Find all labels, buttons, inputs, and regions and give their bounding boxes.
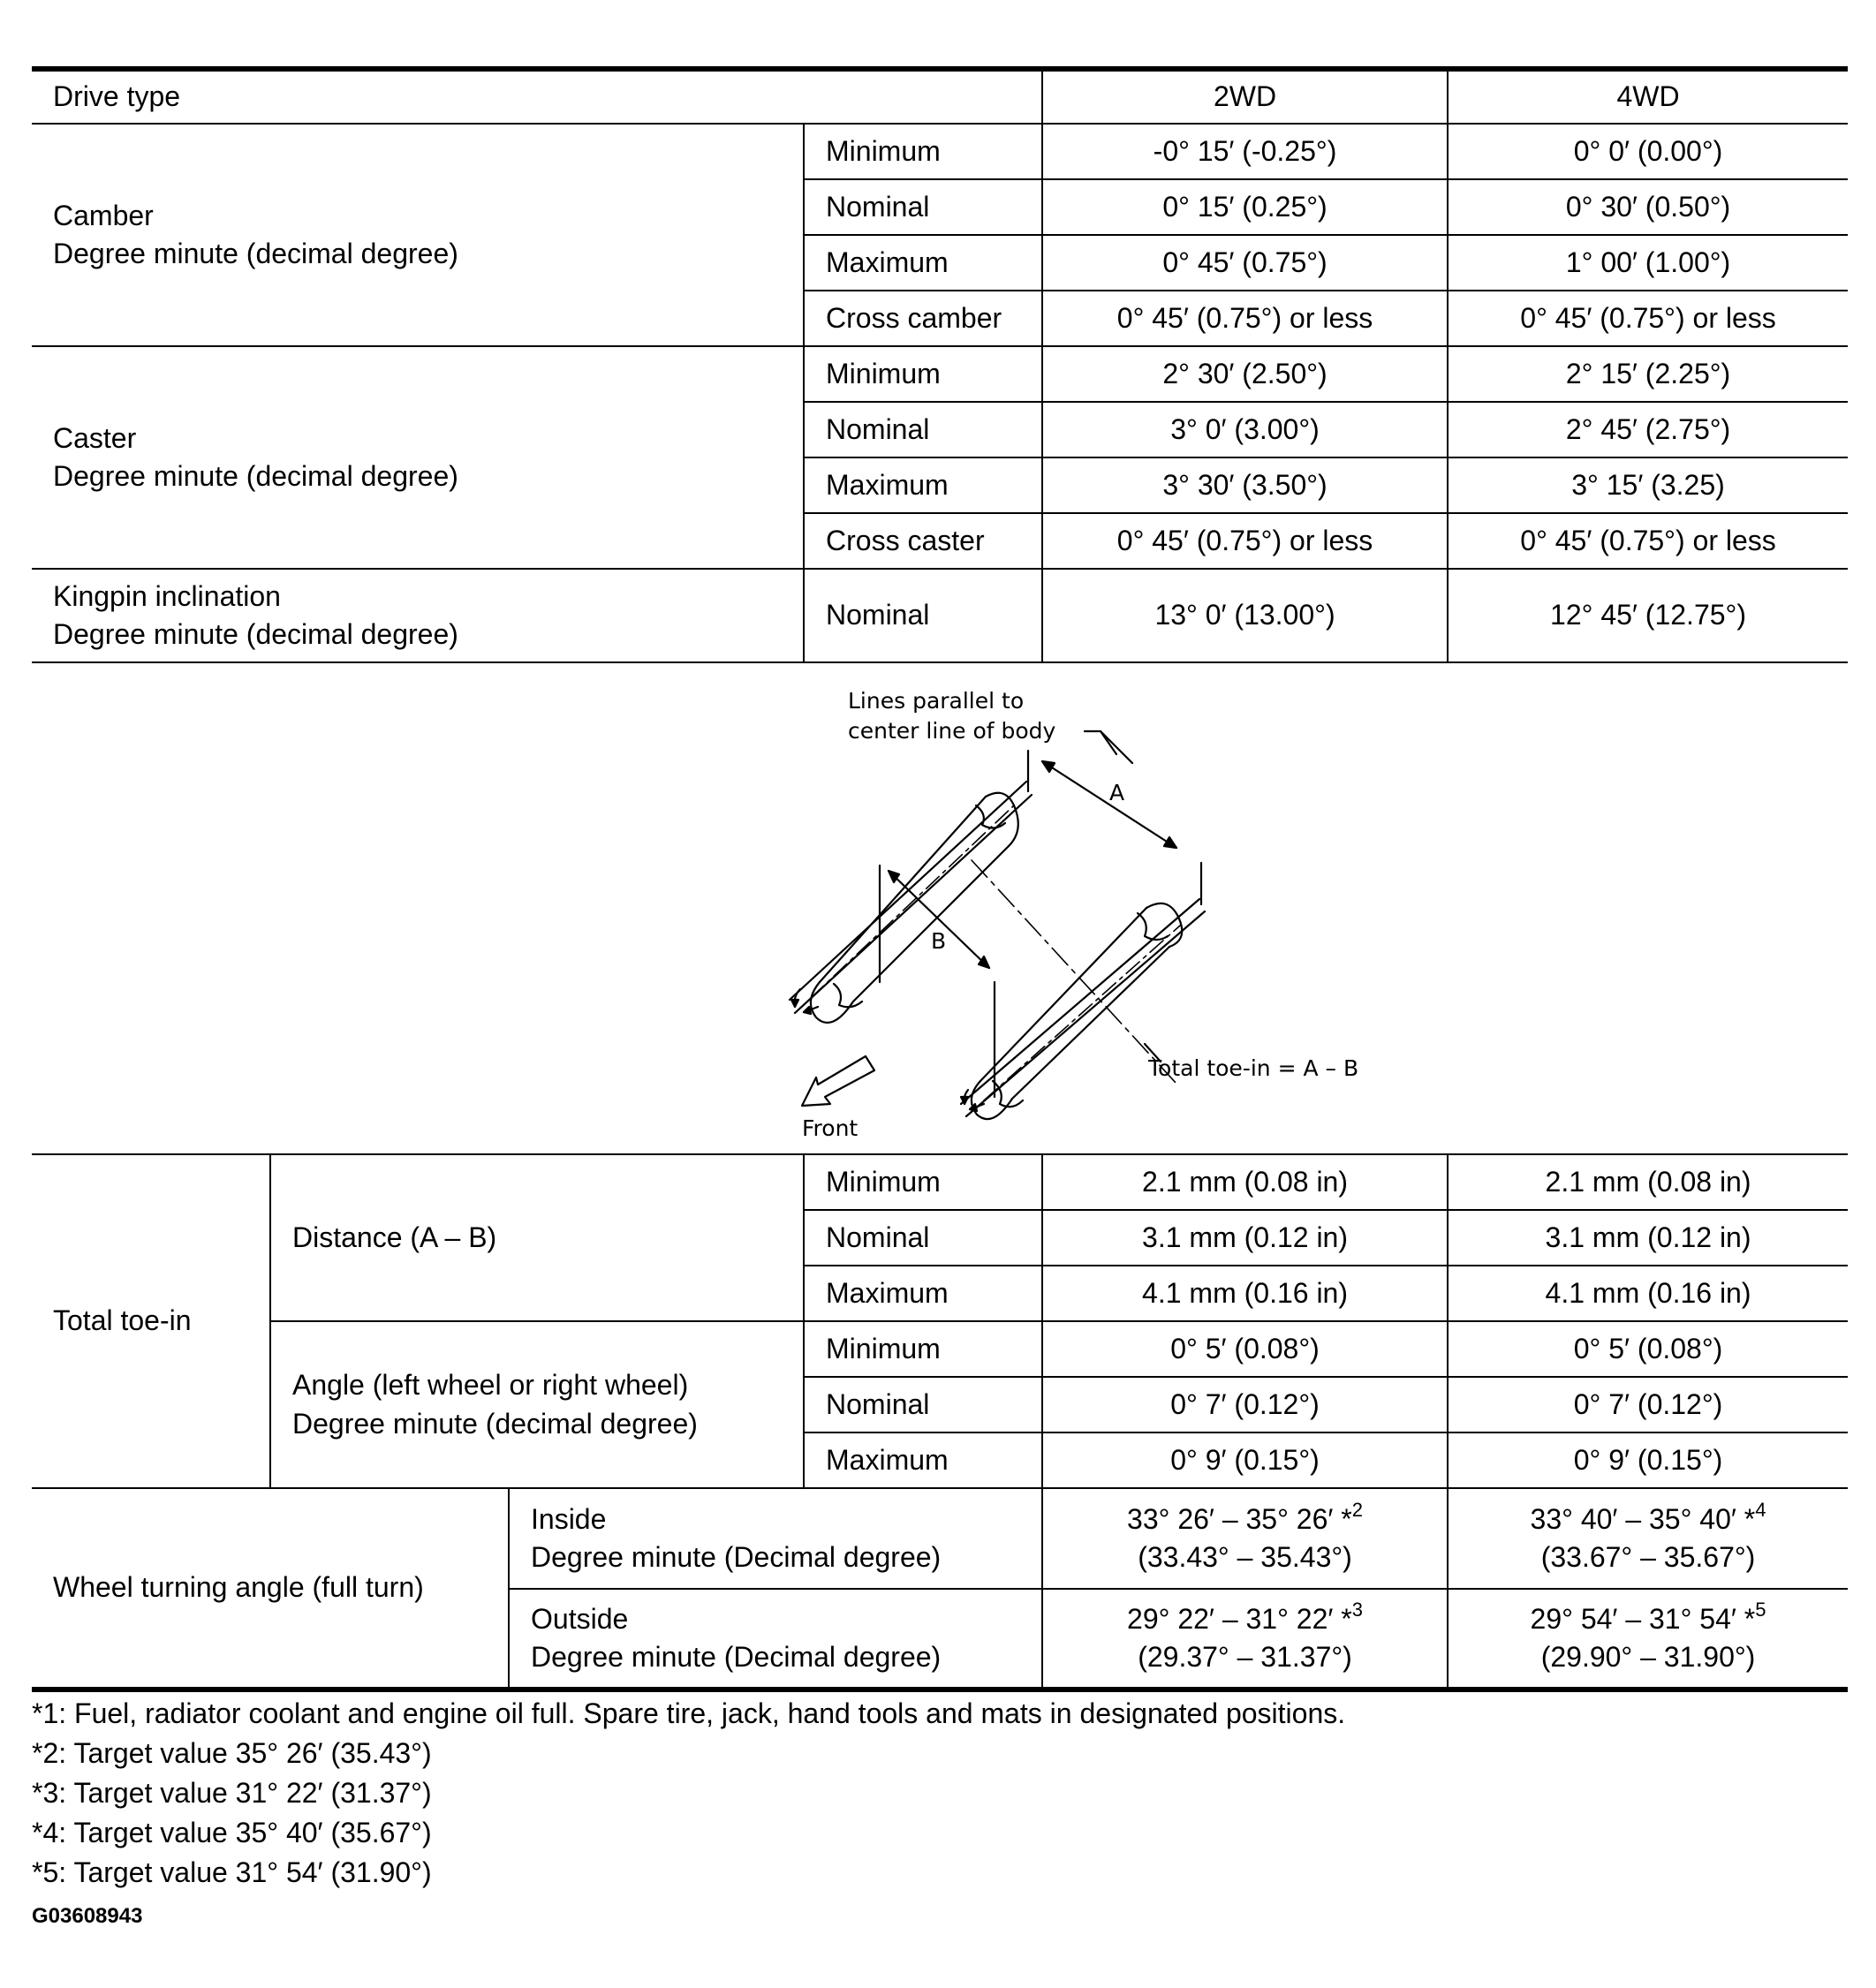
value-4wd: 0° 5′ (0.08°) [1448, 1321, 1848, 1377]
front-arrow-icon [802, 1056, 874, 1106]
label-b: B [931, 928, 947, 954]
row-name: Maximum [804, 457, 1042, 513]
alignment-spec-table-bottom [32, 1153, 1848, 1692]
inside-4wd-cell [1448, 1488, 1848, 1589]
value-4wd: 1° 00′ (1.00°) [1448, 235, 1848, 291]
table-row [32, 569, 1848, 662]
value-2wd-decimal: (29.37° – 31.37°) [1138, 1641, 1352, 1673]
row-name: Nominal [804, 1210, 1042, 1266]
row-name: Nominal [804, 1377, 1042, 1432]
value-4wd: 0° 45′ (0.75°) or less [1448, 291, 1848, 346]
value-2wd: 3° 30′ (3.50°) [1042, 457, 1448, 513]
value-4wd-decimal: (33.67° – 35.67°) [1540, 1541, 1756, 1573]
row-name: Maximum [804, 1266, 1042, 1321]
value-2wd: 0° 45′ (0.75°) or less [1042, 291, 1448, 346]
footnote: *1: Fuel, radiator coolant and engine oil full. Spare tire, jack, hand tools and mats in designated positions. [32, 1697, 1346, 1729]
row-name: Cross camber [804, 291, 1042, 346]
value-4wd: 2° 15′ (2.25°) [1448, 346, 1848, 402]
angle-label-cell [270, 1321, 804, 1488]
footnote-ref: 3 [1351, 1598, 1363, 1621]
row-name: Nominal [804, 179, 1042, 235]
value-2wd: 3° 0′ (3.00°) [1042, 402, 1448, 457]
lines-label-2: center line of body [848, 718, 1056, 744]
value-2wd: 0° 45′ (0.75°) or less [1042, 513, 1448, 569]
toe-in-label: Total toe-in [32, 1154, 270, 1488]
footnote: *5: Target value 31° 54′ (31.90°) [32, 1856, 432, 1888]
outside-label: Outside [531, 1602, 629, 1635]
value-4wd: 0° 45′ (0.75°) or less [1448, 513, 1848, 569]
table-row [32, 1154, 1848, 1210]
caster-unit: Degree minute (decimal degree) [53, 460, 458, 492]
outside-label-cell [509, 1589, 1042, 1689]
figure-code: G03608943 [32, 1904, 143, 1928]
row-name: Minimum [804, 1154, 1042, 1210]
value-2wd: 0° 9′ (0.15°) [1042, 1432, 1448, 1488]
footnote-ref: 2 [1351, 1498, 1363, 1521]
table-row [32, 1321, 1848, 1377]
row-name: Nominal [804, 402, 1042, 457]
angle-unit: Degree minute (decimal degree) [292, 1407, 698, 1440]
row-name: Nominal [804, 569, 1042, 662]
outside-4wd-cell [1448, 1589, 1848, 1689]
value-2wd: -0° 15′ (-0.25°) [1042, 124, 1448, 179]
caster-label-cell [32, 346, 804, 569]
value-4wd: 4.1 mm (0.16 in) [1448, 1266, 1848, 1321]
footnote-ref: 5 [1755, 1598, 1766, 1621]
value-4wd: 2.1 mm (0.08 in) [1448, 1154, 1848, 1210]
toe-in-diagram [777, 682, 1449, 1145]
value-2wd: 13° 0′ (13.00°) [1042, 569, 1448, 662]
footnote: *3: Target value 31° 22′ (31.37°) [32, 1777, 432, 1809]
value-2wd: 0° 7′ (0.12°) [1042, 1377, 1448, 1432]
value-2wd: 0° 5′ (0.08°) [1042, 1321, 1448, 1377]
table-row [32, 124, 1848, 179]
footnotes [32, 1694, 1345, 1893]
value-2wd: 29° 22′ – 31° 22′ * [1127, 1602, 1352, 1635]
wheel-left [806, 790, 1018, 1048]
value-4wd: 3.1 mm (0.12 in) [1448, 1210, 1848, 1266]
row-name: Minimum [804, 346, 1042, 402]
inside-2wd-cell [1042, 1488, 1448, 1589]
camber-label-cell [32, 124, 804, 346]
row-name: Minimum [804, 1321, 1042, 1377]
4wd-header: 4WD [1448, 69, 1848, 124]
value-4wd-decimal: (29.90° – 31.90°) [1540, 1641, 1756, 1673]
label-a: A [1109, 780, 1125, 805]
footnote: *4: Target value 35° 40′ (35.67°) [32, 1817, 432, 1848]
value-4wd: 0° 7′ (0.12°) [1448, 1377, 1848, 1432]
value-2wd: 2.1 mm (0.08 in) [1042, 1154, 1448, 1210]
camber-label: Camber [53, 199, 154, 231]
inside-label: Inside [531, 1502, 607, 1535]
value-4wd: 3° 15′ (3.25) [1448, 457, 1848, 513]
kingpin-unit: Degree minute (decimal degree) [53, 618, 458, 650]
value-4wd: 33° 40′ – 35° 40′ * [1530, 1502, 1756, 1535]
front-label: Front [802, 1115, 859, 1141]
drive-type-header: Drive type [32, 69, 1042, 124]
value-2wd-decimal: (33.43° – 35.43°) [1138, 1541, 1352, 1573]
inside-label-cell [509, 1488, 1042, 1589]
footnote: *2: Target value 35° 26′ (35.43°) [32, 1737, 432, 1769]
outside-2wd-cell [1042, 1589, 1448, 1689]
outside-unit: Degree minute (Decimal degree) [531, 1641, 942, 1673]
value-4wd: 0° 30′ (0.50°) [1448, 179, 1848, 235]
value-2wd: 2° 30′ (2.50°) [1042, 346, 1448, 402]
toe-formula: Total toe-in = A – B [1148, 1055, 1359, 1081]
camber-unit: Degree minute (decimal degree) [53, 238, 458, 269]
value-2wd: 3.1 mm (0.12 in) [1042, 1210, 1448, 1266]
caster-label: Caster [53, 421, 137, 454]
value-4wd: 0° 0′ (0.00°) [1448, 124, 1848, 179]
value-4wd: 0° 9′ (0.15°) [1448, 1432, 1848, 1488]
row-name: Maximum [804, 1432, 1042, 1488]
value-4wd: 2° 45′ (2.75°) [1448, 402, 1848, 457]
table-row [32, 346, 1848, 402]
row-name: Cross caster [804, 513, 1042, 569]
footnote-ref: 4 [1755, 1498, 1766, 1521]
value-2wd: 0° 15′ (0.25°) [1042, 179, 1448, 235]
2wd-header: 2WD [1042, 69, 1448, 124]
header-row [32, 69, 1848, 124]
kingpin-label-cell [32, 569, 804, 662]
value-4wd: 12° 45′ (12.75°) [1448, 569, 1848, 662]
row-name: Minimum [804, 124, 1042, 179]
turning-label: Wheel turning angle (full turn) [32, 1488, 509, 1689]
value-2wd: 0° 45′ (0.75°) [1042, 235, 1448, 291]
value-2wd: 33° 26′ – 35° 26′ * [1127, 1502, 1352, 1535]
alignment-spec-table-top [32, 66, 1848, 663]
row-name: Maximum [804, 235, 1042, 291]
lines-label-1: Lines parallel to [848, 688, 1025, 714]
kingpin-label: Kingpin inclination [53, 579, 281, 612]
table-row [32, 1488, 1848, 1589]
angle-label: Angle (left wheel or right wheel) [292, 1369, 689, 1402]
inside-unit: Degree minute (Decimal degree) [531, 1541, 942, 1573]
wheel-right [972, 903, 1182, 1119]
value-4wd: 29° 54′ – 31° 54′ * [1530, 1602, 1756, 1635]
distance-label: Distance (A – B) [270, 1154, 804, 1321]
value-2wd: 4.1 mm (0.16 in) [1042, 1266, 1448, 1321]
